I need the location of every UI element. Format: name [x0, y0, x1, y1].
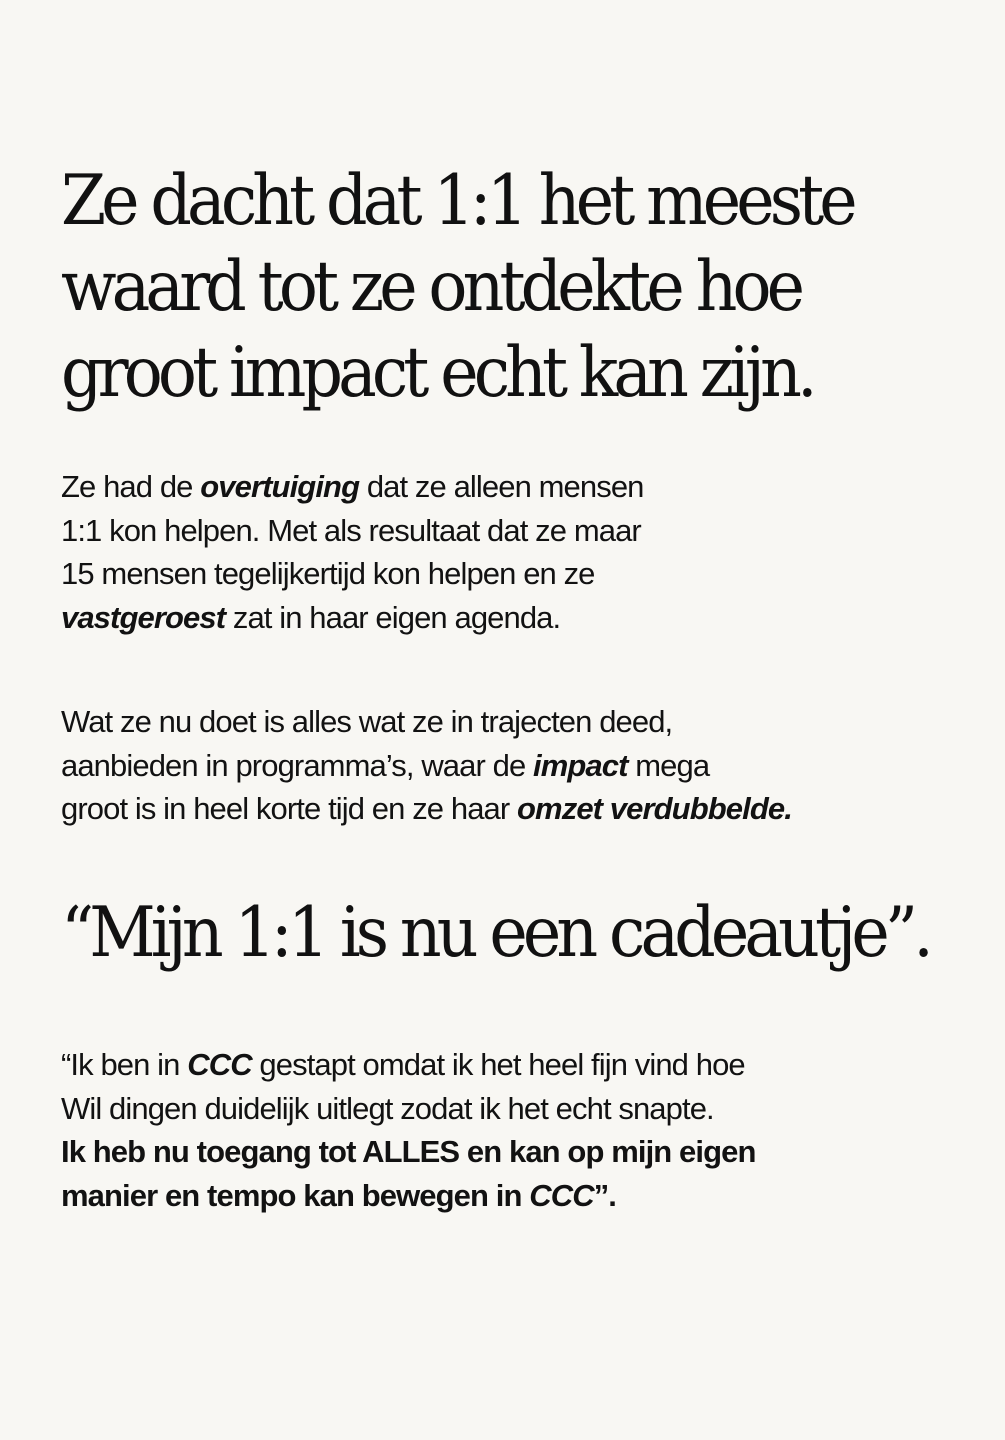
emphasis-impact: impact: [533, 747, 628, 783]
testimonial-quote: [61, 1043, 961, 1217]
text: manier en tempo kan bewegen in: [61, 1177, 530, 1213]
paragraph-line: 15 mensen tegelijkertijd kon helpen en ze: [61, 556, 595, 591]
paragraph-line: Wat ze nu doet is alles wat ze in trajecten deed,: [61, 704, 673, 739]
paragraph-line: [61, 744, 961, 788]
text: ”.: [593, 1177, 617, 1213]
paragraph-line-bold: [61, 1174, 961, 1218]
paragraph-line: [61, 596, 961, 640]
text: gestapt omdat ik het heel fijn vind hoe: [251, 1047, 745, 1082]
headline-line: waard tot ze ontdekte hoe: [61, 247, 801, 327]
headline: [61, 158, 907, 416]
text: Ze had de: [61, 469, 201, 504]
emphasis-overtuiging: overtuiging: [200, 469, 360, 504]
emphasis-omzet: omzet verdubbelde.: [517, 791, 792, 826]
text: mega: [627, 747, 710, 783]
emphasis-vastgeroest: vastgeroest: [61, 599, 226, 635]
text: dat ze alleen mensen: [359, 469, 644, 504]
quote-title: “Mijn 1:1 is nu een cadeautje”.: [61, 893, 929, 973]
paragraph-belief: [61, 465, 961, 639]
paragraph-line: 1:1 kon helpen. Met als resultaat dat ze maar: [61, 512, 641, 548]
paragraph-line: Wil dingen duidelijk uitlegt zodat ik het echt snapte.: [61, 1090, 714, 1126]
paragraph-line: [61, 1043, 961, 1087]
paragraph-line: [61, 465, 961, 509]
text: groot is in heel korte tijd en ze haar: [61, 791, 518, 826]
text: zat in haar eigen agenda.: [225, 599, 561, 635]
headline-line: groot impact echt kan zijn.: [61, 333, 813, 413]
headline-line: Ze dacht dat 1:1 het meeste: [61, 161, 853, 241]
paragraph-line: [61, 787, 961, 831]
paragraph-now: [61, 700, 961, 831]
emphasis-ccc: CCC: [529, 1177, 594, 1213]
emphasis-ccc: CCC: [187, 1047, 252, 1082]
paragraph-line-bold: Ik heb nu toegang tot ALLES en kan op mijn eigen: [61, 1134, 756, 1169]
text: “Ik ben in: [61, 1047, 188, 1082]
text: aanbieden in programma’s, waar de: [61, 747, 534, 783]
